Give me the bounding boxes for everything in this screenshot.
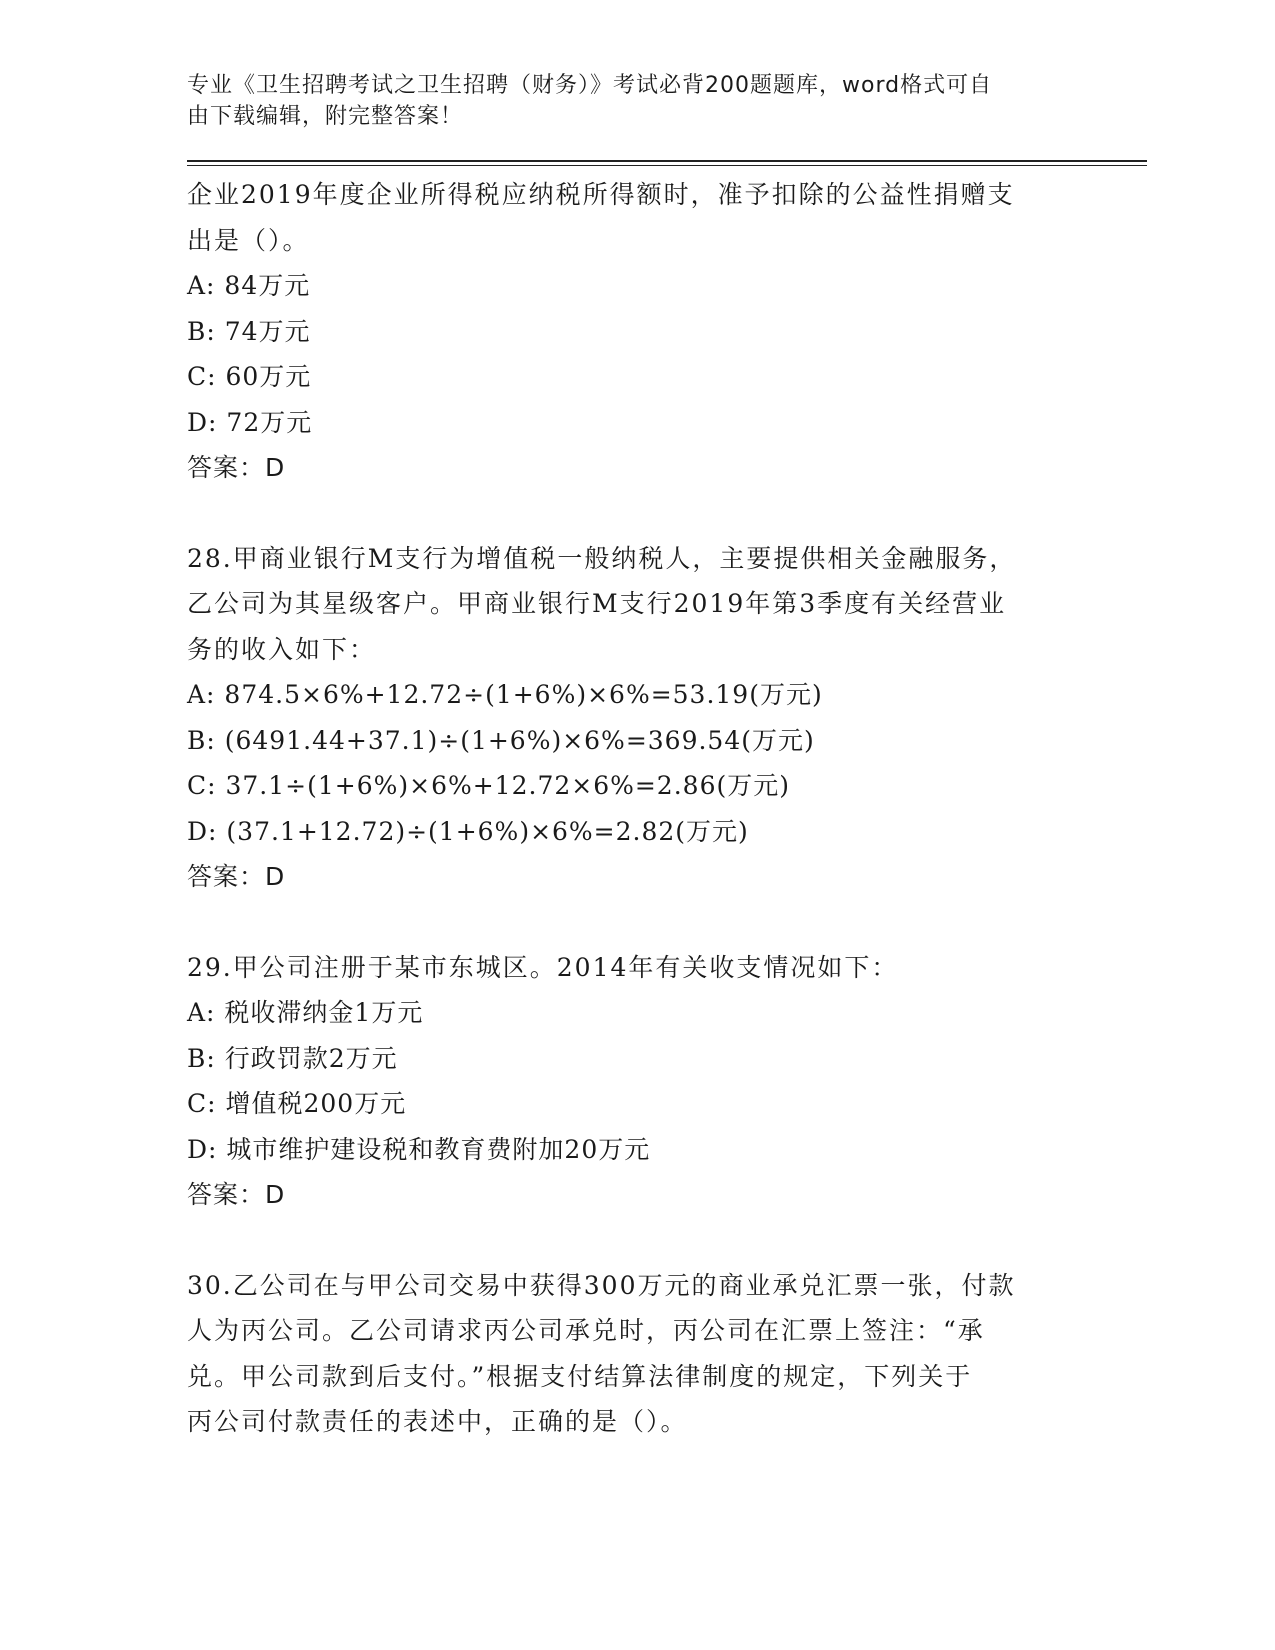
answer: 答案：D bbox=[187, 453, 286, 482]
option-d: D: 72万元 bbox=[187, 407, 313, 437]
option-b: B: (6491.44+37.1)÷(1+6%)×6%=369.54(万元) bbox=[187, 725, 815, 755]
question-29 bbox=[187, 945, 1147, 1218]
answer: 答案：D bbox=[187, 862, 286, 891]
question-stem-line: 28.甲商业银行M支行为增值税一般纳税人，主要提供相关金融服务， bbox=[187, 543, 1017, 573]
header-line-2: 由下载编辑，附完整答案！ bbox=[187, 104, 464, 129]
question-27 bbox=[187, 172, 1147, 491]
document-header bbox=[187, 70, 1067, 132]
option-c: C: 60万元 bbox=[187, 362, 312, 391]
question-stem-line: 29.甲公司注册于某市东城区。2014年有关收支情况如下： bbox=[187, 952, 899, 982]
header-line-1: 专业《卫生招聘考试之卫生招聘（财务）》考试必背200题题库，word格式可自 bbox=[187, 73, 993, 98]
option-a: A: 874.5×6%+12.72÷(1+6%)×6%=53.19(万元) bbox=[187, 680, 823, 709]
option-a: A: 税收滞纳金1万元 bbox=[187, 998, 424, 1027]
option-d: D: (37.1+12.72)÷(1+6%)×6%=2.82(万元) bbox=[187, 816, 749, 846]
question-stem-line: 兑。甲公司款到后支付。”根据支付结算法律制度的规定，下列关于 bbox=[187, 1361, 973, 1391]
question-stem-line: 出是（）。 bbox=[187, 225, 310, 255]
document-page bbox=[187, 70, 1147, 1445]
question-stem-line: 乙公司为其星级客户。甲商业银行M支行2019年第3季度有关经营业 bbox=[187, 589, 1007, 618]
question-stem-line: 人为丙公司。乙公司请求丙公司承兑时，丙公司在汇票上签注：“承 bbox=[187, 1316, 985, 1345]
question-stem-line: 30.乙公司在与甲公司交易中获得300万元的商业承兑汇票一张，付款 bbox=[187, 1270, 1016, 1300]
option-a: A: 84万元 bbox=[187, 271, 311, 300]
option-b: B: 行政罚款2万元 bbox=[187, 1043, 398, 1073]
option-d: D: 城市维护建设税和教育费附加20万元 bbox=[187, 1134, 651, 1164]
option-c: C: 增值税200万元 bbox=[187, 1089, 407, 1118]
question-stem-line: 丙公司付款责任的表述中，正确的是（）。 bbox=[187, 1407, 688, 1436]
option-c: C: 37.1÷(1+6%)×6%+12.72×6%=2.86(万元) bbox=[187, 771, 790, 800]
option-b: B: 74万元 bbox=[187, 316, 311, 346]
question-stem-line: 企业2019年度企业所得税应纳税所得额时，准予扣除的公益性捐赠支 bbox=[187, 180, 1015, 209]
question-30 bbox=[187, 1263, 1147, 1445]
question-list bbox=[187, 172, 1147, 1445]
header-divider bbox=[187, 160, 1147, 166]
answer: 答案：D bbox=[187, 1180, 286, 1209]
question-28 bbox=[187, 536, 1147, 900]
question-stem-line: 务的收入如下： bbox=[187, 634, 377, 664]
